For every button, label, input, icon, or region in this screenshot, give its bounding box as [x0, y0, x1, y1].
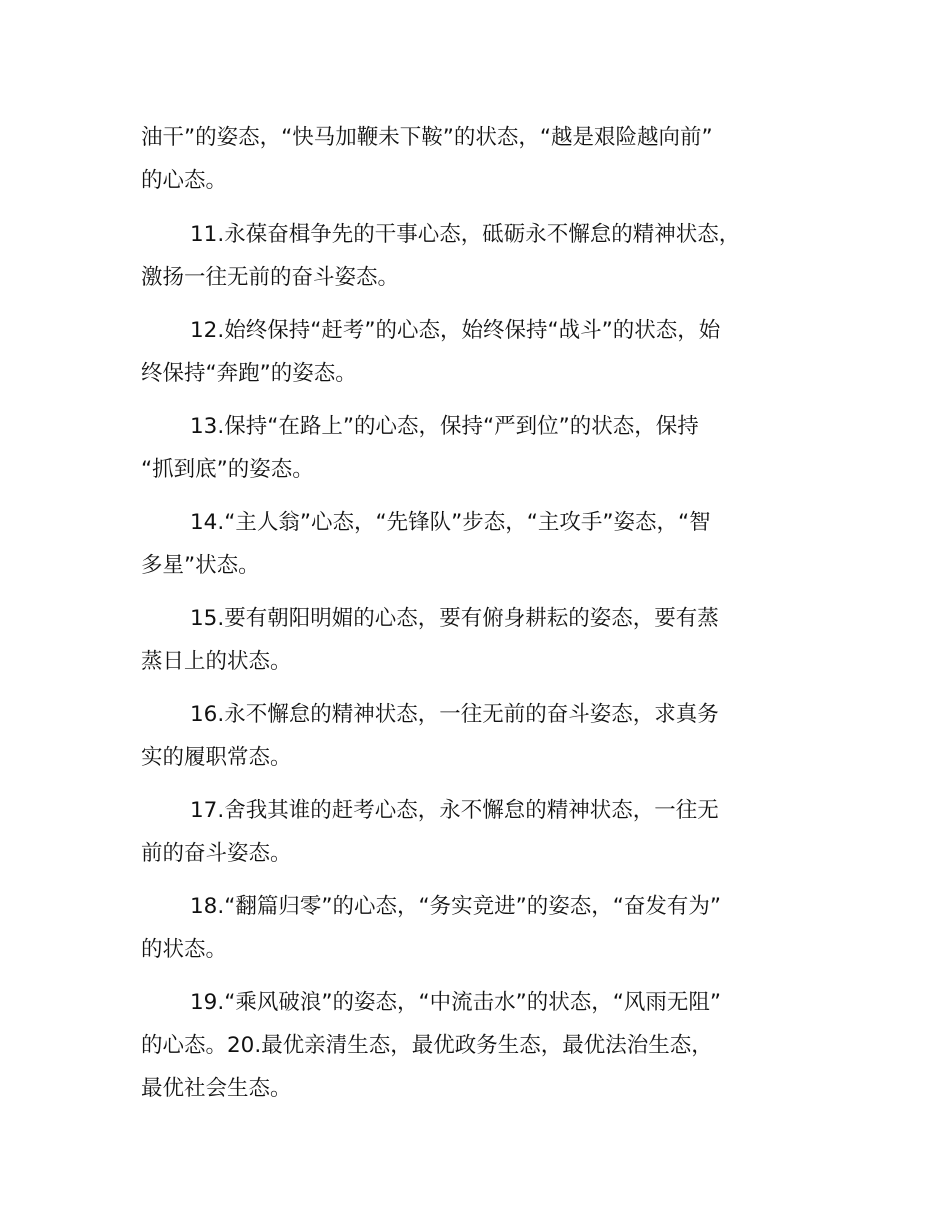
paragraph-line: 的心态。 — [141, 168, 228, 193]
paragraph-line: 17.舍我其谁的赶考心态，永不懈怠的精神状态，一往无 — [190, 798, 719, 823]
paragraph-line: 16.永不懈怠的精神状态，一往无前的奋斗姿态，求真务 — [190, 702, 719, 727]
paragraph-line: 13.保持“在路上”的心态，保持“严到位”的状态，保持 — [190, 414, 699, 439]
paragraph-line: 油干”的姿态，“快马加鞭未下鞍”的状态，“越是艰险越向前” — [141, 125, 713, 150]
paragraph-line: 激扬一往无前的奋斗姿态。 — [141, 265, 400, 290]
paragraph-line: 19.“乘风破浪”的姿态，“中流击水”的状态，“风雨无阻” — [190, 990, 722, 1015]
paragraph-line: 11.永葆奋楫争先的干事心态，砥砺永不懈怠的精神状态， — [190, 222, 741, 247]
paragraph-line: 14.“主人翁”心态，“先锋队”步态，“主攻手”姿态，“智 — [190, 510, 711, 535]
paragraph-line: 的心态。20.最优亲清生态，最优政务生态，最优法治生态， — [141, 1033, 713, 1058]
paragraph-line: 前的奋斗姿态。 — [141, 841, 292, 866]
paragraph-line: 最优社会生态。 — [141, 1076, 292, 1101]
paragraph-line: 蒸日上的状态。 — [141, 649, 292, 674]
paragraph-line: 15.要有朝阳明媚的心态，要有俯身耕耘的姿态，要有蒸 — [190, 606, 719, 631]
paragraph-line: “抓到底”的姿态。 — [141, 457, 314, 482]
paragraph-line: 实的履职常态。 — [141, 745, 292, 770]
paragraph-line: 的状态。 — [141, 937, 228, 962]
paragraph-line: 多星”状态。 — [141, 553, 260, 578]
paragraph-line: 终保持“奔跑”的姿态。 — [141, 361, 357, 386]
paragraph-line: 18.“翻篇归零”的心态，“务实竞进”的姿态，“奋发有为” — [190, 894, 722, 919]
paragraph-line: 12.始终保持“赶考”的心态，始终保持“战斗”的状态，始 — [190, 318, 721, 343]
